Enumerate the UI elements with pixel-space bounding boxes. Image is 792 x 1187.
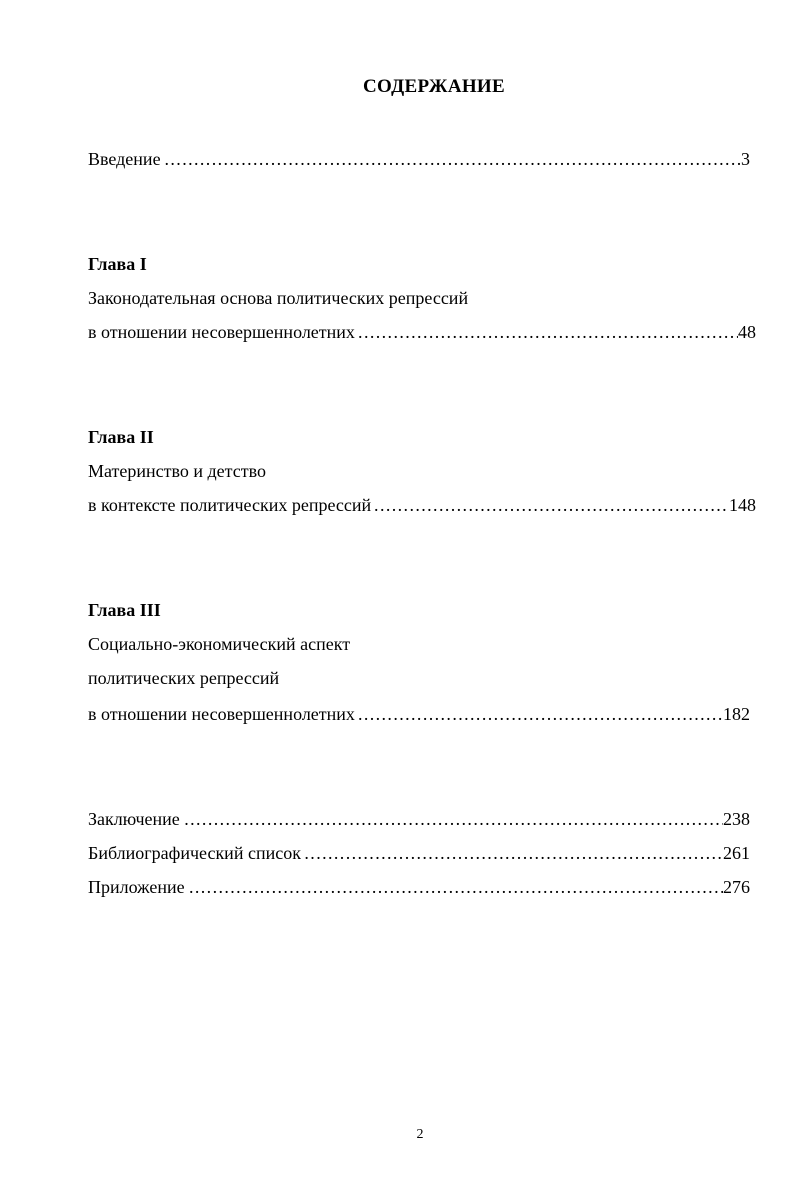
chapter-2-title-line-1: Материнство и детство	[88, 461, 266, 481]
toc-entry-label: в контексте политических репрессий	[88, 495, 372, 515]
toc-entry-label: Приложение	[88, 877, 185, 897]
toc-entry-label: в отношении несовершеннолетних	[88, 704, 355, 724]
toc-leader-dots	[184, 807, 723, 831]
toc-page-number: 182	[723, 704, 750, 724]
page-title: СОДЕРЖАНИЕ	[363, 76, 505, 97]
toc-entry-chapter-2[interactable]	[88, 493, 756, 517]
toc-entry-label: Библиографический список	[88, 843, 301, 863]
toc-page-number: 3	[741, 149, 750, 169]
chapter-1-title-line-1: Законодательная основа политических репрессий	[88, 288, 469, 308]
toc-entry-chapter-1[interactable]	[88, 320, 756, 344]
toc-leader-dots	[358, 320, 738, 344]
toc-leader-dots	[358, 702, 723, 726]
toc-entry-chapter-3[interactable]	[88, 702, 750, 726]
chapter-3-title-line-1: Социально-экономический аспект	[88, 634, 351, 654]
toc-page-number: 261	[723, 843, 750, 863]
chapter-2-heading: Глава II	[88, 427, 154, 447]
toc-page-number: 276	[723, 877, 750, 897]
toc-entry-intro[interactable]	[88, 147, 750, 171]
toc-entry-appendix[interactable]	[88, 875, 750, 899]
toc-entry-label: Заключение	[88, 809, 180, 829]
toc-leader-dots	[189, 875, 723, 899]
chapter-3-title-line-2: политических репрессий	[88, 668, 280, 688]
toc-entry-conclusion[interactable]	[88, 807, 750, 831]
toc-entry-bibliography[interactable]	[88, 841, 750, 865]
toc-entry-label: в отношении несовершеннолетних	[88, 322, 355, 342]
page-footer-number: 2	[416, 1127, 424, 1142]
toc-leader-dots	[304, 841, 723, 865]
toc-leader-dots	[374, 493, 729, 517]
chapter-3-heading: Глава III	[88, 600, 161, 620]
toc-entry-label: Введение	[88, 149, 161, 169]
toc-leader-dots	[165, 147, 742, 171]
chapter-1-heading: Глава I	[88, 254, 147, 274]
toc-page-number: 148	[729, 495, 756, 515]
toc-page-number: 238	[723, 809, 750, 829]
toc-page-number: 48	[738, 322, 756, 342]
